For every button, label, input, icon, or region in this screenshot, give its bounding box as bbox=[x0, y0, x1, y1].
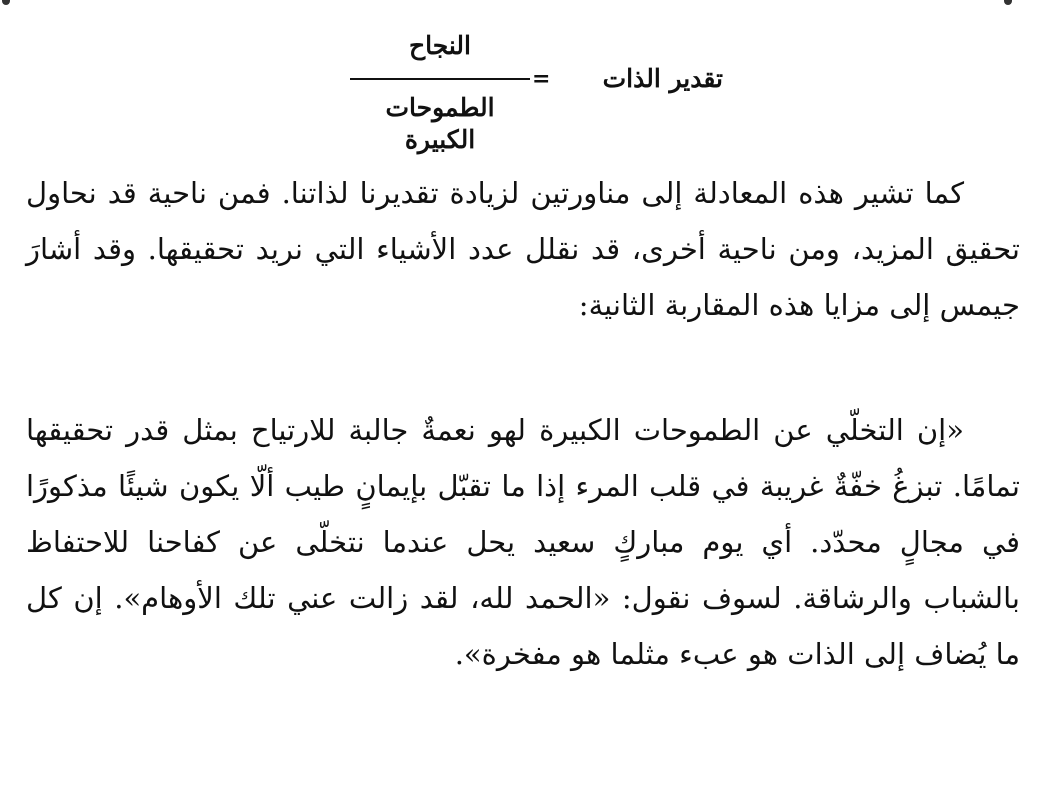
body-paragraph: كما تشير هذه المعادلة إلى مناورتين لزيادة تقديرنا لذاتنا. فمن ناحية قد نحاول تحقيق المزيد، ومن ناحية أخرى، قد نقلل عدد الأشياء التي نريد تحقيقها. وقد أشارَ جيمس إلى مزايا هذه المقاربة الثانية: bbox=[26, 176, 1020, 322]
formula-left-side: تقدير الذات bbox=[602, 64, 723, 93]
equals-sign: = bbox=[532, 66, 551, 92]
self-esteem-formula bbox=[0, 30, 1046, 154]
cropped-previous-line bbox=[0, 0, 1046, 7]
formula-denominator: الطموحات الكبيرة bbox=[385, 93, 495, 154]
quoted-paragraph: «إن التخلّي عن الطموحات الكبيرة لهو نعمةٌ جالبة للارتياح بمثل قدر تحقيقها تمامًا. تبزغُ خفّةٌ غريبة في قلب المرء إذا ما تقبّل بإيمانٍ طيب ألّا يكون شيئًا مذكورًا في مجالٍ محدّد. أي يوم مباركٍ سعيد يحل عندما نتخلّى عن كفاحنا للاحتفاظ بالشباب والرشاقة. لسوف نقول: «الحمد لله، لقد زالت عني تلك الأوهام». إن كل ما يُضاف إلى الذات هو عبء مثلما هو مفخرة». bbox=[26, 413, 1020, 671]
formula-fraction bbox=[350, 30, 530, 154]
fraction-bar bbox=[350, 78, 530, 80]
formula-numerator: النجاح bbox=[409, 31, 471, 60]
